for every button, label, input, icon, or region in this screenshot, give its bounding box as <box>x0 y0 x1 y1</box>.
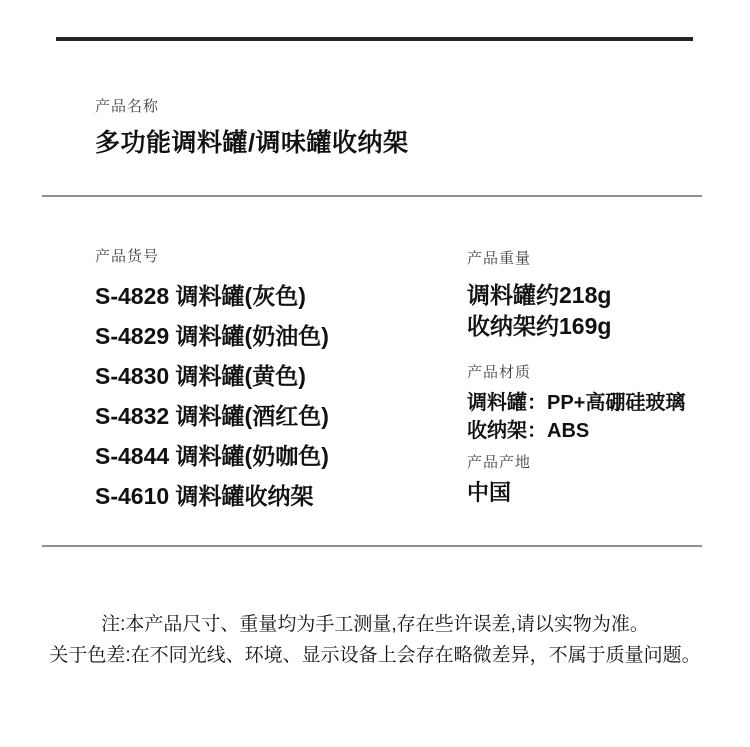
disclaimer-note-line: 注:本产品尺寸、重量均为手工测量,存在些许误差,请以实物为准。 <box>101 614 649 635</box>
material-value-row: 收纳架：ABS <box>467 420 590 442</box>
product-name-value: 多功能调料罐/调味罐收纳架 <box>95 129 409 157</box>
product-name-label: 产品名称 <box>95 98 160 115</box>
disclaimer-note-line: 关于色差:在不同光线、环境、显示设备上会存在略微差异，不属于质量问题。 <box>49 645 701 666</box>
item-number-row: S-4828 调料罐(灰色) <box>95 283 306 309</box>
weight-value-row: 收纳架约169g <box>467 313 612 339</box>
item-number-row: S-4844 调料罐(奶咖色) <box>95 443 329 469</box>
item-number-label: 产品货号 <box>95 248 160 265</box>
weight-label: 产品重量 <box>467 250 532 267</box>
section-divider-bottom <box>42 545 702 547</box>
disclaimer-notes <box>0 609 750 671</box>
material-value-row: 调料罐：PP+高硼硅玻璃 <box>467 392 686 414</box>
item-number-list <box>95 276 329 516</box>
origin-label: 产品产地 <box>467 454 532 471</box>
material-label: 产品材质 <box>467 364 532 381</box>
item-number-row: S-4832 调料罐(酒红色) <box>95 403 329 429</box>
material-values <box>467 389 685 445</box>
item-number-row: S-4610 调料罐收纳架 <box>95 483 314 509</box>
origin-value: 中国 <box>467 480 512 505</box>
top-rule-divider <box>56 37 693 41</box>
weight-value-row: 调料罐约218g <box>467 282 612 308</box>
item-number-row: S-4829 调料罐(奶油色) <box>95 323 329 349</box>
item-number-row: S-4830 调料罐(黄色) <box>95 363 306 389</box>
weight-values <box>467 280 611 342</box>
section-divider-top <box>42 195 702 197</box>
